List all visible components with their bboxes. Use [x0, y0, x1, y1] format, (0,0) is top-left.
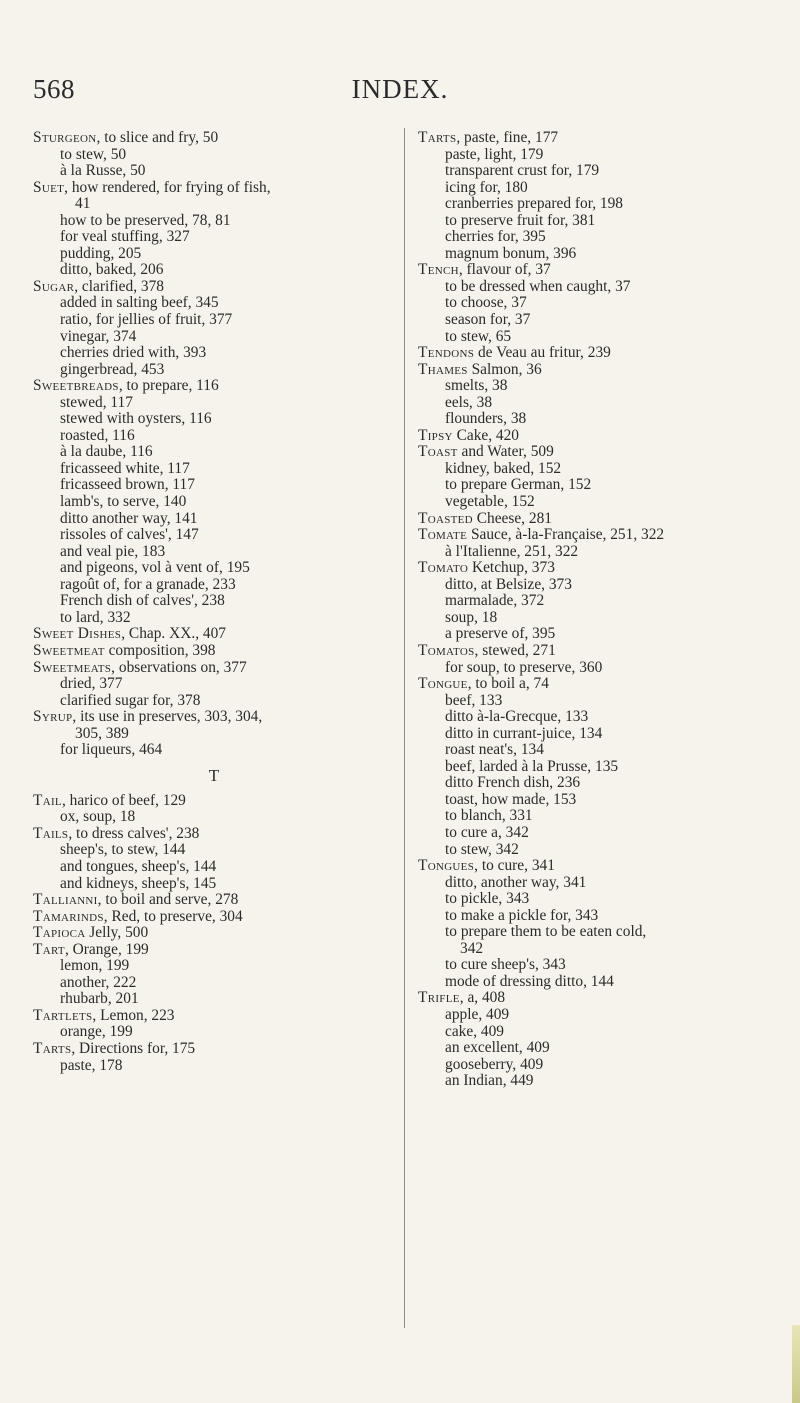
index-keyword: Sturgeon	[33, 129, 97, 146]
index-subentry: ditto, another way, 341	[445, 873, 587, 891]
index-keyword: Tartlets	[33, 1006, 93, 1024]
index-keyword: Trifle	[418, 989, 460, 1007]
index-entry	[418, 676, 790, 693]
index-subentry: beef, larded à la Prusse, 135	[445, 757, 619, 775]
index-entry-text: Cheese, 281	[472, 509, 552, 527]
index-column-left	[33, 130, 395, 1074]
index-subentry: stewed, 117	[60, 393, 133, 411]
index-entry-text: Cake, 420	[452, 426, 520, 444]
index-subentry: a preserve of, 395	[445, 625, 556, 643]
index-entry	[418, 262, 790, 279]
index-subentry: for liqueurs, 464	[60, 741, 163, 759]
index-keyword: Sweetmeat	[33, 641, 105, 659]
index-subentry: ditto in currant-juice, 134	[445, 724, 603, 742]
index-entry-text: , harico of beef, 129	[61, 791, 186, 809]
index-subentry: to be dressed when caught, 37	[445, 277, 631, 295]
index-keyword: Sugar	[33, 277, 75, 295]
index-subentry: fricasseed white, 117	[60, 459, 190, 477]
index-keyword: Tongues	[418, 857, 475, 875]
index-entry	[33, 826, 395, 843]
index-entry-text: , Lemon, 223	[92, 1006, 175, 1024]
index-keyword: Tomatos	[418, 641, 475, 659]
index-entry-text: composition, 398	[104, 641, 216, 659]
index-subentry: for soup, to preserve, 360	[445, 658, 603, 676]
index-subentry: to stew, 342	[445, 840, 519, 858]
index-entry	[418, 444, 790, 461]
index-entry	[33, 942, 395, 959]
index-subentry: toast, how made, 153	[445, 790, 577, 808]
index-keyword: Tarts	[33, 1039, 72, 1057]
index-entry	[33, 1041, 395, 1058]
index-entry	[418, 990, 790, 1007]
index-subentry: French dish of calves', 238	[60, 592, 225, 610]
index-subentry: ditto, baked, 206	[60, 261, 164, 279]
column-rule	[404, 128, 405, 1328]
index-entry-text: , to boil and serve, 278	[97, 891, 239, 909]
index-entry-continuation: 342	[460, 939, 484, 957]
index-subentry: vinegar, 374	[60, 327, 137, 345]
index-subentry: to prepare German, 152	[445, 476, 592, 494]
index-subentry: paste, 178	[60, 1056, 123, 1074]
index-subentry: eels, 38	[445, 393, 493, 411]
index-subentry: added in salting beef, 345	[60, 294, 219, 312]
index-subentry: stewed with oysters, 116	[60, 410, 212, 428]
index-keyword: Toast	[418, 443, 458, 461]
index-keyword: Sweet Dishes	[33, 625, 122, 643]
index-entry	[33, 626, 395, 643]
index-subentry: to pickle, 343	[445, 890, 530, 908]
index-entry	[33, 1008, 395, 1025]
index-keyword: Tamarinds	[33, 907, 104, 925]
index-keyword: Tipsy	[418, 426, 453, 444]
index-subentry: kidney, baked, 152	[445, 459, 562, 477]
index-entry-text: , its use in preserves, 303, 304,	[72, 708, 263, 726]
page-number: 568	[33, 74, 75, 104]
index-entry-text: , to dress calves', 238	[68, 824, 200, 842]
index-subentry: marmalade, 372	[445, 592, 545, 610]
index-subentry: lemon, 199	[60, 957, 130, 975]
index-subentry: clarified sugar for, 378	[60, 691, 201, 709]
index-entry	[33, 892, 395, 909]
index-keyword: Tomato	[418, 559, 469, 577]
index-entry	[33, 180, 395, 197]
index-entry-continuation: 41	[75, 195, 91, 213]
index-subentry: ditto, at Belsize, 373	[445, 575, 572, 593]
index-entry-text: , a, 408	[459, 989, 506, 1007]
index-entry-text: , to slice and fry, 50	[96, 129, 219, 146]
index-subentry: ox, soup, 18	[60, 808, 136, 826]
index-subentry: to prepare them to be eaten cold,	[445, 923, 647, 941]
index-subentry: to choose, 37	[445, 294, 527, 312]
index-subentry: à l'Italienne, 251, 322	[445, 542, 579, 560]
index-subentry: gooseberry, 409	[445, 1055, 544, 1073]
index-subentry: icing for, 180	[445, 178, 528, 196]
index-subentry: fricasseed brown, 117	[60, 476, 195, 494]
index-entry	[33, 925, 395, 942]
index-entry	[33, 709, 395, 726]
index-subentry: another, 222	[60, 973, 137, 991]
index-keyword: Syrup	[33, 708, 73, 726]
index-subentry: how to be preserved, 78, 81	[60, 211, 231, 229]
index-entry-text: Salmon, 36	[467, 360, 542, 378]
index-entry-text: and Water, 509	[457, 443, 554, 461]
index-entry-text: Ketchup, 373	[468, 559, 555, 577]
index-keyword: Tarts	[418, 129, 457, 146]
index-subentry: cake, 409	[445, 1022, 504, 1040]
index-subentry: pudding, 205	[60, 244, 142, 262]
index-subentry: roasted, 116	[60, 426, 135, 444]
index-entry-text: , observations on, 377	[111, 658, 247, 676]
index-subentry: rhubarb, 201	[60, 990, 139, 1008]
index-subentry: season for, 37	[445, 311, 531, 329]
index-subentry: and kidneys, sheep's, 145	[60, 874, 217, 892]
index-entry	[418, 527, 790, 544]
index-subentry: lamb's, to serve, 140	[60, 493, 187, 511]
index-subentry: ditto another way, 141	[60, 509, 198, 527]
index-entry	[418, 643, 790, 660]
index-subentry: and tongues, sheep's, 144	[60, 857, 217, 875]
index-subentry: à la daube, 116	[60, 443, 153, 461]
index-entry-text: de Veau au fritur, 239	[474, 344, 611, 362]
index-subentry: rissoles of calves', 147	[60, 526, 199, 544]
index-entry	[418, 511, 790, 528]
index-subentry: for veal stuffing, 327	[60, 228, 190, 246]
index-keyword: Tendons	[418, 344, 475, 362]
index-entry-text: , clarified, 378	[74, 277, 164, 295]
index-subentry: ditto French dish, 236	[445, 774, 581, 792]
index-subentry: cranberries prepared for, 198	[445, 195, 623, 213]
index-subentry: an Indian, 449	[445, 1072, 534, 1090]
index-entry-continuation: 305, 389	[75, 724, 129, 742]
index-entry	[33, 279, 395, 296]
index-entry-text: , flavour of, 37	[458, 261, 551, 279]
index-subentry: to stew, 65	[445, 327, 512, 345]
index-keyword: Tench	[418, 261, 459, 279]
index-entry	[33, 660, 395, 677]
index-entry-text: , Orange, 199	[64, 940, 149, 958]
index-keyword: Sweetmeats	[33, 658, 112, 676]
running-head: INDEX.	[351, 74, 449, 104]
index-subentry: and veal pie, 183	[60, 542, 166, 560]
index-entry	[33, 378, 395, 395]
index-keyword: Toasted	[418, 509, 473, 527]
index-entry-text: Sauce, à-la-Française, 251, 322	[467, 526, 665, 544]
page-edge-mark	[792, 1325, 800, 1403]
index-subentry: soup, 18	[445, 608, 498, 626]
index-entry-text: , to prepare, 116	[118, 377, 219, 395]
index-subentry: roast neat's, 134	[445, 741, 544, 759]
index-keyword: Tart	[33, 940, 65, 958]
index-entry	[33, 130, 395, 147]
index-subentry: to cure a, 342	[445, 823, 529, 841]
index-keyword: Suet	[33, 178, 65, 196]
index-subentry: cherries dried with, 393	[60, 344, 207, 362]
index-column-right	[418, 130, 790, 1090]
index-entry	[418, 345, 790, 362]
index-entry-text: , Red, to preserve, 304	[103, 907, 243, 925]
index-subentry: an excellent, 409	[445, 1039, 550, 1057]
index-keyword: Tails	[33, 824, 69, 842]
index-subentry: sheep's, to stew, 144	[60, 841, 186, 859]
index-keyword: Tail	[33, 791, 62, 809]
index-entry-text: , to cure, 341	[474, 857, 555, 875]
index-subentry: beef, 133	[445, 691, 503, 709]
index-entry-text: , Chap. XX., 407	[121, 625, 226, 643]
section-letter: T	[208, 765, 220, 785]
index-subentry: magnum bonum, 396	[445, 244, 577, 262]
index-subentry: smelts, 38	[445, 377, 508, 395]
index-subentry: ditto à-la-Grecque, 133	[445, 708, 589, 726]
index-entry	[33, 793, 395, 810]
index-entry	[418, 362, 790, 379]
index-subentry: apple, 409	[445, 1005, 510, 1023]
index-entry	[418, 428, 790, 445]
index-subentry: to cure sheep's, 343	[445, 956, 566, 974]
index-keyword: Sweetbreads	[33, 377, 119, 395]
index-subentry: vegetable, 152	[445, 493, 535, 511]
index-subentry: gingerbread, 453	[60, 360, 165, 378]
index-entry-text: , paste, fine, 177	[456, 129, 559, 146]
index-keyword: Tongue	[418, 675, 468, 693]
index-subentry: cherries for, 395	[445, 228, 546, 246]
index-subentry: dried, 377	[60, 675, 123, 693]
index-entry	[33, 909, 395, 926]
index-subentry: flounders, 38	[445, 410, 527, 428]
index-subentry: to lard, 332	[60, 608, 131, 626]
index-subentry: ratio, for jellies of fruit, 377	[60, 311, 233, 329]
index-subentry: to preserve fruit for, 381	[445, 211, 596, 229]
index-entry-text: , stewed, 271	[474, 641, 556, 659]
index-subentry: orange, 199	[60, 1023, 133, 1041]
index-entry	[33, 643, 395, 660]
index-keyword: Thames	[418, 360, 468, 378]
index-entry	[418, 560, 790, 577]
index-subentry: to stew, 50	[60, 145, 127, 163]
index-subentry: paste, light, 179	[445, 145, 544, 163]
index-keyword: Tapioca	[33, 924, 86, 942]
index-entry-text: , to boil a, 74	[467, 675, 549, 693]
index-entry	[418, 858, 790, 875]
index-subentry: and pigeons, vol à vent of, 195	[60, 559, 250, 577]
index-entry	[418, 130, 790, 147]
index-subentry: mode of dressing ditto, 144	[445, 972, 614, 990]
index-subentry: ragoût of, for a granade, 233	[60, 575, 236, 593]
index-keyword: Tallianni	[33, 891, 98, 909]
index-entry-text: , Directions for, 175	[71, 1039, 196, 1057]
index-subentry: transparent crust for, 179	[445, 162, 600, 180]
index-keyword: Tomate	[418, 526, 468, 544]
index-subentry: à la Russe, 50	[60, 162, 146, 180]
index-subentry: to blanch, 331	[445, 807, 533, 825]
index-entry-text: , how rendered, for frying of fish,	[64, 178, 271, 196]
index-subentry: to make a pickle for, 343	[445, 906, 599, 924]
index-entry-text: Jelly, 500	[85, 924, 149, 942]
